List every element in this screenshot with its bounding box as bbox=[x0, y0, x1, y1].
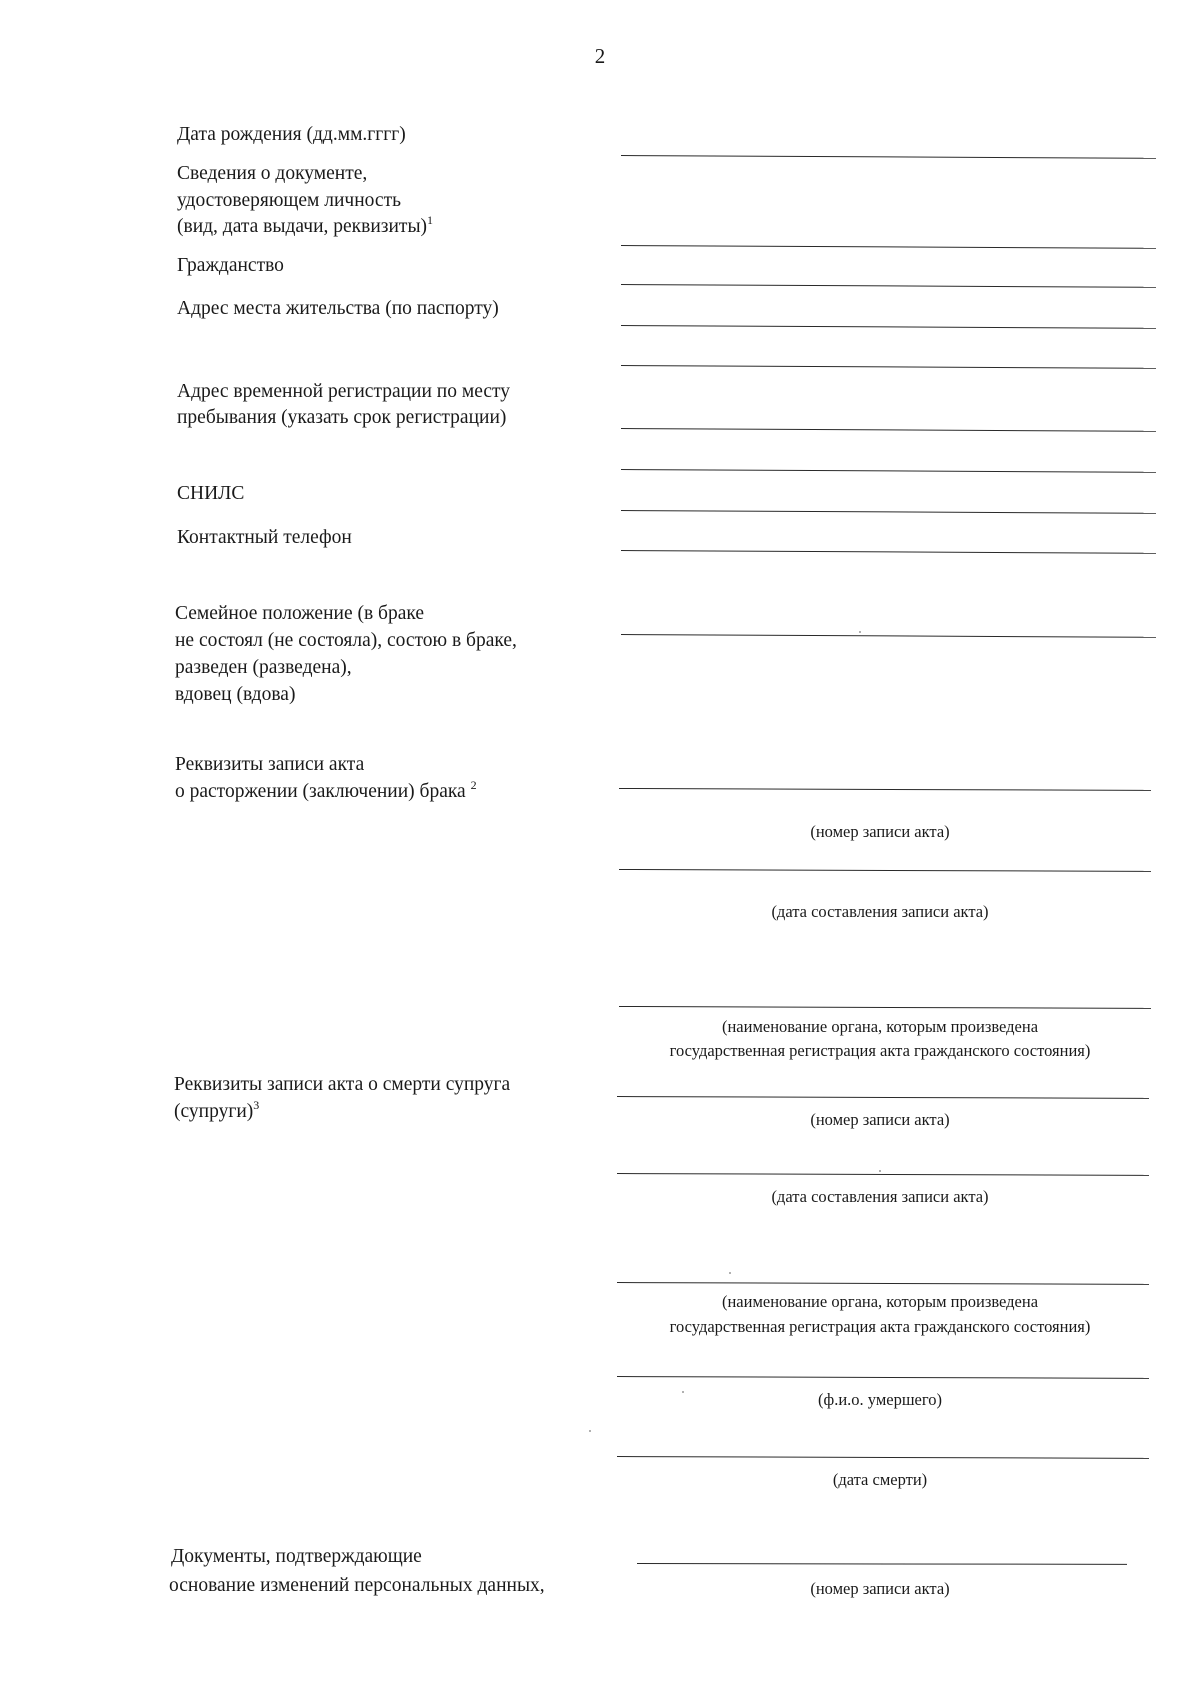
birth-date-label: Дата рождения (дд.мм.гггг) bbox=[177, 124, 406, 145]
scan-speck bbox=[589, 1430, 591, 1432]
death-act-date-caption: (дата составления записи акта) bbox=[771, 1187, 989, 1206]
death-date-line[interactable] bbox=[617, 1456, 1149, 1459]
deceased-name-caption: (ф.и.о. умершего) bbox=[818, 1390, 942, 1409]
death-authority-caption-line2: государственная регистрация акта гражданского состояния) bbox=[669, 1317, 1091, 1336]
death-act-label-line2: (супруги)$^3$ bbox=[174, 1098, 260, 1122]
deceased-name-line[interactable] bbox=[617, 1376, 1149, 1379]
temp-registration-field-line-2[interactable] bbox=[621, 469, 1156, 473]
marital-status-label-line1: Семейное положение (в браке bbox=[175, 603, 425, 624]
scan-speck bbox=[879, 1170, 881, 1172]
residence-field-line-2[interactable] bbox=[621, 365, 1156, 369]
marriage-act-label-line2: о расторжении (заключении) брака $^2$ bbox=[175, 778, 477, 802]
death-act-number-line[interactable] bbox=[617, 1096, 1149, 1099]
temp-registration-label-line1: Адрес временной регистрации по месту bbox=[177, 381, 511, 402]
marital-status-label-line2: не состоял (не состояла), состою в браке, bbox=[175, 630, 517, 651]
footnote-3: 3 bbox=[253, 1098, 260, 1112]
death-act-label-line1: Реквизиты записи акта о смерти супруга bbox=[174, 1074, 511, 1095]
scan-speck bbox=[682, 1391, 684, 1393]
temp-registration-field-line-1[interactable] bbox=[621, 428, 1156, 432]
citizenship-label: Гражданство bbox=[177, 255, 284, 276]
residence-address-label: Адрес места жительства (по паспорту) bbox=[177, 298, 499, 319]
documents-label-line1: Документы, подтверждающие bbox=[171, 1546, 422, 1567]
residence-field-line-1[interactable] bbox=[621, 325, 1156, 329]
marital-status-label-line4: вдовец (вдова) bbox=[175, 684, 296, 705]
marriage-act-label-line1: Реквизиты записи акта bbox=[175, 754, 365, 775]
marriage-authority-caption-line2: государственная регистрация акта гражданского состояния) bbox=[669, 1041, 1091, 1060]
death-authority-caption-line1: (наименование органа, которым произведена bbox=[721, 1292, 1039, 1311]
documents-act-number-caption: (номер записи акта) bbox=[810, 1579, 950, 1598]
marriage-act-date-caption: (дата составления записи акта) bbox=[771, 902, 989, 921]
citizenship-field-line[interactable] bbox=[621, 284, 1156, 288]
id-document-label-line2: удостоверяющем личность bbox=[177, 190, 401, 211]
marriage-authority-caption-line1: (наименование органа, которым произведена bbox=[721, 1017, 1039, 1036]
id-document-label-line1: Сведения о документе, bbox=[177, 163, 368, 184]
birth-date-field-line[interactable] bbox=[621, 155, 1156, 159]
phone-label: Контактный телефон bbox=[177, 527, 352, 548]
temp-registration-label-line2: пребывания (указать срок регистрации) bbox=[177, 407, 507, 428]
phone-field-line[interactable] bbox=[621, 550, 1156, 554]
death-act-date-line[interactable] bbox=[617, 1173, 1149, 1176]
snils-field-line[interactable] bbox=[621, 510, 1156, 514]
marriage-act-number-line[interactable] bbox=[619, 788, 1151, 791]
marriage-act-number-caption: (номер записи акта) bbox=[810, 822, 950, 841]
death-authority-line[interactable] bbox=[617, 1282, 1149, 1285]
scan-speck bbox=[859, 631, 861, 633]
footnote-1: 1 bbox=[427, 213, 434, 227]
marital-status-field-line[interactable] bbox=[621, 634, 1156, 638]
id-document-label-line3: (вид, дата выдачи, реквизиты)$^1$ bbox=[177, 213, 434, 237]
id-document-field-line[interactable] bbox=[621, 245, 1156, 249]
footnote-2: 2 bbox=[470, 778, 477, 792]
death-date-caption: (дата смерти) bbox=[832, 1470, 928, 1489]
documents-label-line2: основание изменений персональных данных, bbox=[169, 1575, 545, 1596]
documents-act-number-line[interactable] bbox=[637, 1563, 1127, 1565]
scan-speck bbox=[729, 1272, 731, 1274]
marital-status-label-line3: разведен (разведена), bbox=[175, 657, 352, 678]
death-act-number-caption: (номер записи акта) bbox=[810, 1110, 950, 1129]
snils-label: СНИЛС bbox=[177, 483, 245, 504]
page-number: 2 bbox=[594, 44, 606, 68]
marriage-authority-line[interactable] bbox=[619, 1006, 1151, 1009]
marriage-act-date-line[interactable] bbox=[619, 869, 1151, 872]
